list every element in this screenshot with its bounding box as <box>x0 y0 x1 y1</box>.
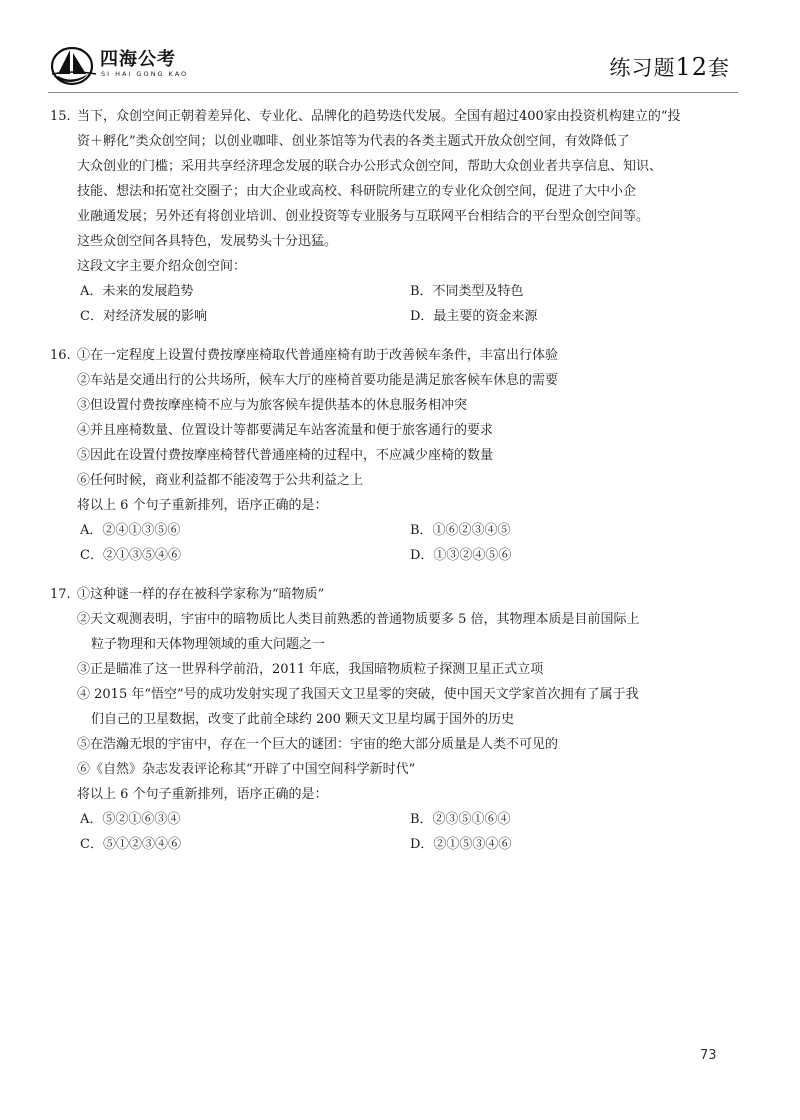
sentence-1: ①在一定程度上设置付费按摩座椅取代普通座椅有助于改善候车条件，丰富出行体验 <box>77 348 559 363</box>
option-a[interactable]: A．⑤②①⑥③④ <box>80 812 181 827</box>
sentence-6: ⑥《自然》杂志发表评论称其“开辟了中国空间科学新时代” <box>77 762 416 777</box>
sentence-3: ③正是瞄准了这一世界科学前沿，2011 年底，我国暗物质粒子探测卫星正式立项 <box>77 662 544 677</box>
sentence-3: ③但设置付费按摩座椅不应与为旅客候车提供基本的休息服务相冲突 <box>77 398 468 413</box>
set-title <box>609 52 730 82</box>
sentence-6: ⑥任何时候，商业利益都不能凌驾于公共利益之上 <box>77 473 364 488</box>
answer-options <box>50 807 750 857</box>
sentence-5: ⑤在浩瀚无垠的宇宙中，存在一个巨大的谜团：宇宙的绝大部分质量是人类不可见的 <box>77 737 559 752</box>
set-title-number: 12 <box>675 53 708 81</box>
sentence-4-cont: 们自己的卫星数据，改变了此前全球约 200 颗天文卫星均属于国外的历史 <box>91 712 515 727</box>
sailboat-logo-icon <box>50 44 98 88</box>
question-line: 技能、想法和拓宽社交圈子；由大企业或高校、科研院所建立的专业化众创空间，促进了大中小企 <box>77 184 637 199</box>
question-17 <box>50 582 750 857</box>
option-b[interactable]: B．不同类型及特色 <box>410 284 524 299</box>
brand-name: 四海公考 <box>100 49 176 70</box>
set-title-suffix: 套 <box>708 56 730 80</box>
question-prompt: 将以上 6 个句子重新排列，语序正确的是： <box>77 498 328 513</box>
question-line: 业融通发展；另外还有将创业培训、创业投资等专业服务与互联网平台相结合的平台型众创空间等。 <box>77 209 650 224</box>
brand <box>100 50 188 79</box>
sentence-2: ②天文观测表明，宇宙中的暗物质比人类目前熟悉的普通物质要多 5 倍，其物理本质是目前国际上 <box>77 612 640 627</box>
question-prompt: 这段文字主要介绍众创空间： <box>77 259 247 274</box>
option-c[interactable]: C．对经济发展的影响 <box>80 309 207 324</box>
set-title-prefix: 练习题 <box>609 56 676 80</box>
question-16 <box>50 343 750 568</box>
question-list <box>50 104 750 857</box>
question-number: 16. <box>50 348 71 363</box>
brand-pinyin: SI HAI GONG KAO <box>101 70 189 78</box>
question-15 <box>50 104 750 329</box>
answer-options <box>50 279 750 329</box>
option-d[interactable]: D．②①⑤③④⑥ <box>410 837 512 852</box>
header-divider <box>48 92 738 93</box>
question-line: 资＋孵化”类众创空间；以创业咖啡、创业茶馆等为代表的各类主题式开放众创空间，有效降低了 <box>77 134 630 149</box>
option-c[interactable]: C．⑤①②③④⑥ <box>80 837 181 852</box>
answer-options <box>50 518 750 568</box>
sentence-5: ⑤因此在设置付费按摩座椅替代普通座椅的过程中，不应减少座椅的数量 <box>77 448 494 463</box>
option-b[interactable]: B．②③⑤①⑥④ <box>410 812 511 827</box>
option-d[interactable]: D．最主要的资金来源 <box>410 309 538 324</box>
question-line: 这些众创空间各具特色，发展势头十分迅猛。 <box>77 234 338 249</box>
page-number: 73 <box>700 1048 717 1063</box>
sentence-4: ④ 2015 年“悟空”号的成功发射实现了我国天文卫星零的突破，使中国天文学家首次拥有了属于我 <box>77 687 639 702</box>
question-number: 15. <box>50 109 71 124</box>
sentence-2-cont: 粒子物理和天体物理领域的重大问题之一 <box>91 637 326 652</box>
question-prompt: 将以上 6 个句子重新排列，语序正确的是： <box>77 787 328 802</box>
sentence-1: ①这种谜一样的存在被科学家称为“暗物质” <box>77 587 325 602</box>
option-a[interactable]: A．②④①③⑤⑥ <box>80 523 181 538</box>
question-line: 大众创业的门槛；采用共享经济理念发展的联合办公形式众创空间，帮助大众创业者共享信息、知识、 <box>77 159 663 174</box>
page-header <box>0 0 800 100</box>
question-number: 17. <box>50 587 71 602</box>
option-b[interactable]: B．①⑥②③④⑤ <box>410 523 511 538</box>
sentence-2: ②车站是交通出行的公共场所，候车大厅的座椅首要功能是满足旅客候车休息的需要 <box>77 373 559 388</box>
sentence-4: ④并且座椅数量、位置设计等都要满足车站客流量和便于旅客通行的要求 <box>77 423 494 438</box>
option-c[interactable]: C．②①③⑤④⑥ <box>80 548 181 563</box>
option-a[interactable]: A．未来的发展趋势 <box>80 284 194 299</box>
question-line: 当下，众创空间正朝着差异化、专业化、品牌化的趋势迭代发展。全国有超过400家由投资机构建立的“投 <box>77 109 681 124</box>
option-d[interactable]: D．①③②④⑤⑥ <box>410 548 512 563</box>
